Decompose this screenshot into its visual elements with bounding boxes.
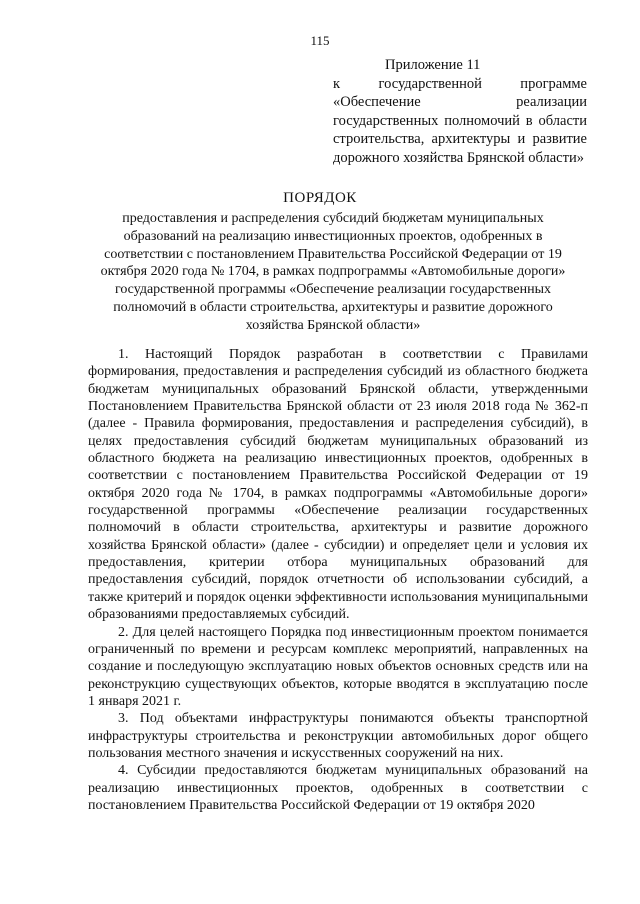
document-title: ПОРЯДОК	[283, 190, 357, 206]
annex-body: к государственной программе «Обеспечение реализации государственных полномочий в области строительства, архитектуры и развитие дорожного хозяйства Брянской области»	[333, 75, 587, 166]
paragraph-2: 2. Для целей настоящего Порядка под инвестиционным проектом понимается ограниченный по времени и ресурсам комплекс мероприятий, направленных на создание и последующую эксплуатацию новых объектов основных средств или на реконструкцию существующих объектов, которые вводятся в эксплуатацию после 1 января 2021 г.	[88, 624, 588, 709]
annex-title: Приложение 11	[385, 57, 481, 73]
annex-block	[333, 56, 587, 168]
document-body	[88, 346, 588, 814]
page-number: 115	[310, 33, 330, 48]
paragraph-3: 3. Под объектами инфраструктуры понимаются объекты транспортной инфраструктуры строительства и реконструкции автомобильных дорог общего пользования местного значения и искусственных сооружений на них.	[88, 711, 588, 761]
document-subtitle: предоставления и распределения субсидий бюджетам муниципальных образований на реализацию инвестиционных проектов, одобренных в соответствии с постановлением Правительства Российской Федерации от 19 октября 2020 года № 1704, в рамках подпрограммы «Автомобильные дороги» государственной программы «Обеспечение реализации государственных полномочий в области строительства, архитектуры и развитие дорожного хозяйства Брянской области»	[100, 211, 566, 333]
paragraph-4: 4. Субсидии предоставляются бюджетам муниципальных образований на реализацию инвестиционных проектов, одобренных в соответствии с постановлением Правительства Российской Федерации от 19 октября 2020	[88, 763, 588, 813]
paragraph-1: 1. Настоящий Порядок разработан в соответствии с Правилами формирования, предоставления и распределения субсидий из областного бюджета бюджетам муниципальных образований Брянской области, утвержденными Постановлением Правительства Брянской области от 23 июля 2018 года № 362-п (далее - Правила формирования, предоставления и распределения субсидий), в целях предоставления субсидий бюджетам муниципальных образований из областного бюджета на реализацию инвестиционных проектов, одобренных в соответствии с постановлением Правительства Российской Федерации от 19 октября 2020 года № 1704, в рамках подпрограммы «Автомобильные дороги» государственной программы «Обеспечение реализации государственных полномочий в области строительства, архитектуры и развитие дорожного хозяйства Брянской области» (далее - субсидии) и определяет цели и условия их предоставления, критерии отбора муниципальных образований для предоставления субсидий, порядок отчетности об использовании субсидий, а также критерий и порядок оценки эффективности использования муниципальными образованиями предоставляемых субсидий.	[88, 347, 588, 623]
